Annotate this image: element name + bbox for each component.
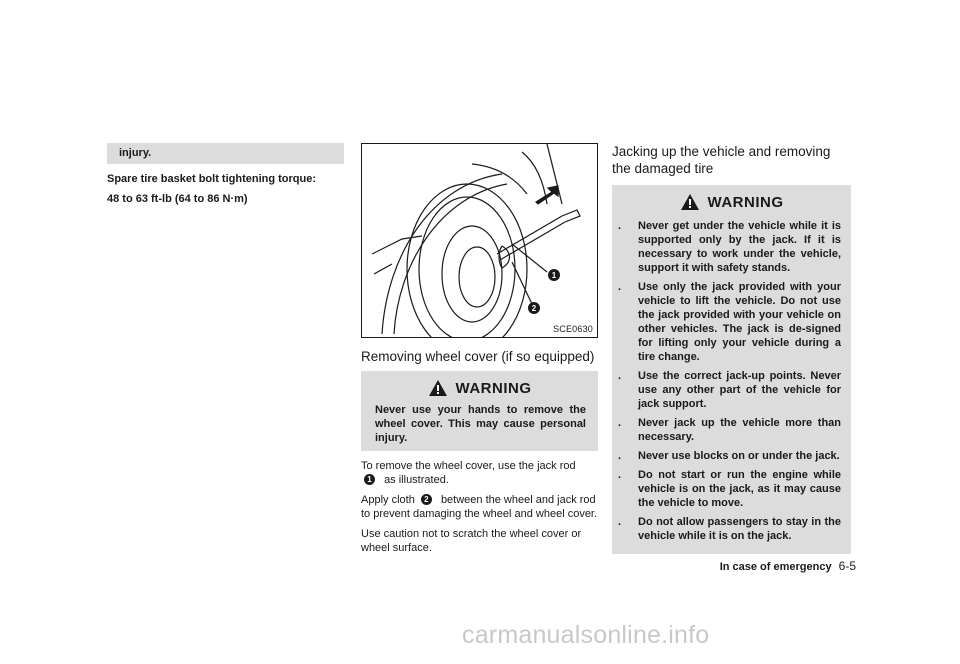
callout-2-ref: 2 xyxy=(421,494,432,505)
wheel-line-drawing xyxy=(362,144,597,337)
paragraph-jack-rod-tail: as illustrated. xyxy=(384,474,449,486)
wheel-cover-warning-box xyxy=(361,371,598,451)
warning-title: WARNING xyxy=(707,193,784,211)
list-item xyxy=(618,219,841,275)
paragraph-jack-rod xyxy=(361,459,598,487)
list-item-text: Never get under the vehicle while it is supported only by the jack. If it is necessary to work under the vehicle, support it with safety stands. xyxy=(638,220,841,274)
callout-1-label: 1 xyxy=(551,271,557,280)
column-1 xyxy=(107,143,344,212)
bullet-marker: . xyxy=(618,450,622,462)
list-item-text: Do not start or run the engine while vehicle is on the jack, as it may cause the vehicle to move. xyxy=(638,469,841,509)
list-item xyxy=(618,416,841,444)
list-item-text: Never jack up the vehicle more than necessary. xyxy=(638,417,841,443)
bullet-marker: . xyxy=(618,281,622,293)
paragraph-cloth-tail: between the wheel and jack rod to prevent damaging the wheel and wheel cover. xyxy=(361,494,598,520)
warning-text: Never use your hands to remove the wheel cover. This may cause personal injury. xyxy=(375,404,586,444)
paragraph-jack-rod-text: To remove the wheel cover, use the jack rod xyxy=(361,460,576,472)
watermark: carmanualsonline.info xyxy=(462,621,710,649)
list-item xyxy=(618,369,841,411)
wheel-cover-heading: Removing wheel cover (if so equipped) xyxy=(361,349,595,364)
bullet-marker: . xyxy=(618,417,622,429)
list-item-text: Use only the jack provided with your vehicle to lift the vehicle. Do not use the jack provided with your vehicle on other vehicles. The jack is de-signed for lifting only your vehicle during a tire change. xyxy=(638,281,841,363)
figure-code: SCE0630 xyxy=(553,324,593,334)
wheel-cover-illustration xyxy=(361,143,598,338)
paragraph-caution: Use caution not to scratch the wheel cover or wheel surface. xyxy=(361,528,582,554)
footer-section-title: In case of emergency xyxy=(719,561,832,573)
page-number: 6-5 xyxy=(838,559,856,573)
jacking-heading: Jacking up the vehicle and removing the damaged tire xyxy=(612,144,831,176)
callout-2-label: 2 xyxy=(531,304,537,313)
list-item xyxy=(618,515,841,543)
torque-value: 48 to 63 ft-lb (64 to 86 N·m) xyxy=(107,193,248,205)
bullet-marker: . xyxy=(618,370,622,382)
warning-triangle-icon xyxy=(428,379,448,397)
warning-bullet-list xyxy=(612,217,851,554)
bullet-marker: . xyxy=(618,516,622,528)
column-3 xyxy=(612,143,851,554)
torque-label: Spare tire basket bolt tightening torque: xyxy=(107,173,317,185)
paragraph-cloth xyxy=(361,493,598,521)
warning-header xyxy=(361,371,598,403)
list-item-text: Use the correct jack-up points. Never use any other part of the vehicle for jack support. xyxy=(638,370,841,410)
bullet-marker: . xyxy=(618,220,622,232)
list-item-text: Do not allow passengers to stay in the vehicle while it is on the jack. xyxy=(638,516,841,542)
warning-tail-box xyxy=(107,143,344,164)
list-item xyxy=(618,468,841,510)
warning-tail-text: injury. xyxy=(119,147,152,159)
page-footer xyxy=(694,559,856,573)
warning-triangle-icon xyxy=(680,193,700,211)
warning-title: WARNING xyxy=(455,379,532,397)
list-item xyxy=(618,449,841,463)
jacking-warning-box xyxy=(612,185,851,554)
warning-header xyxy=(612,185,851,217)
bullet-marker: . xyxy=(618,469,622,481)
paragraph-cloth-text: Apply cloth xyxy=(361,494,415,506)
list-item xyxy=(618,280,841,364)
callout-1-ref: 1 xyxy=(364,474,375,485)
column-2 xyxy=(361,143,598,561)
list-item-text: Never use blocks on or under the jack. xyxy=(638,450,840,462)
